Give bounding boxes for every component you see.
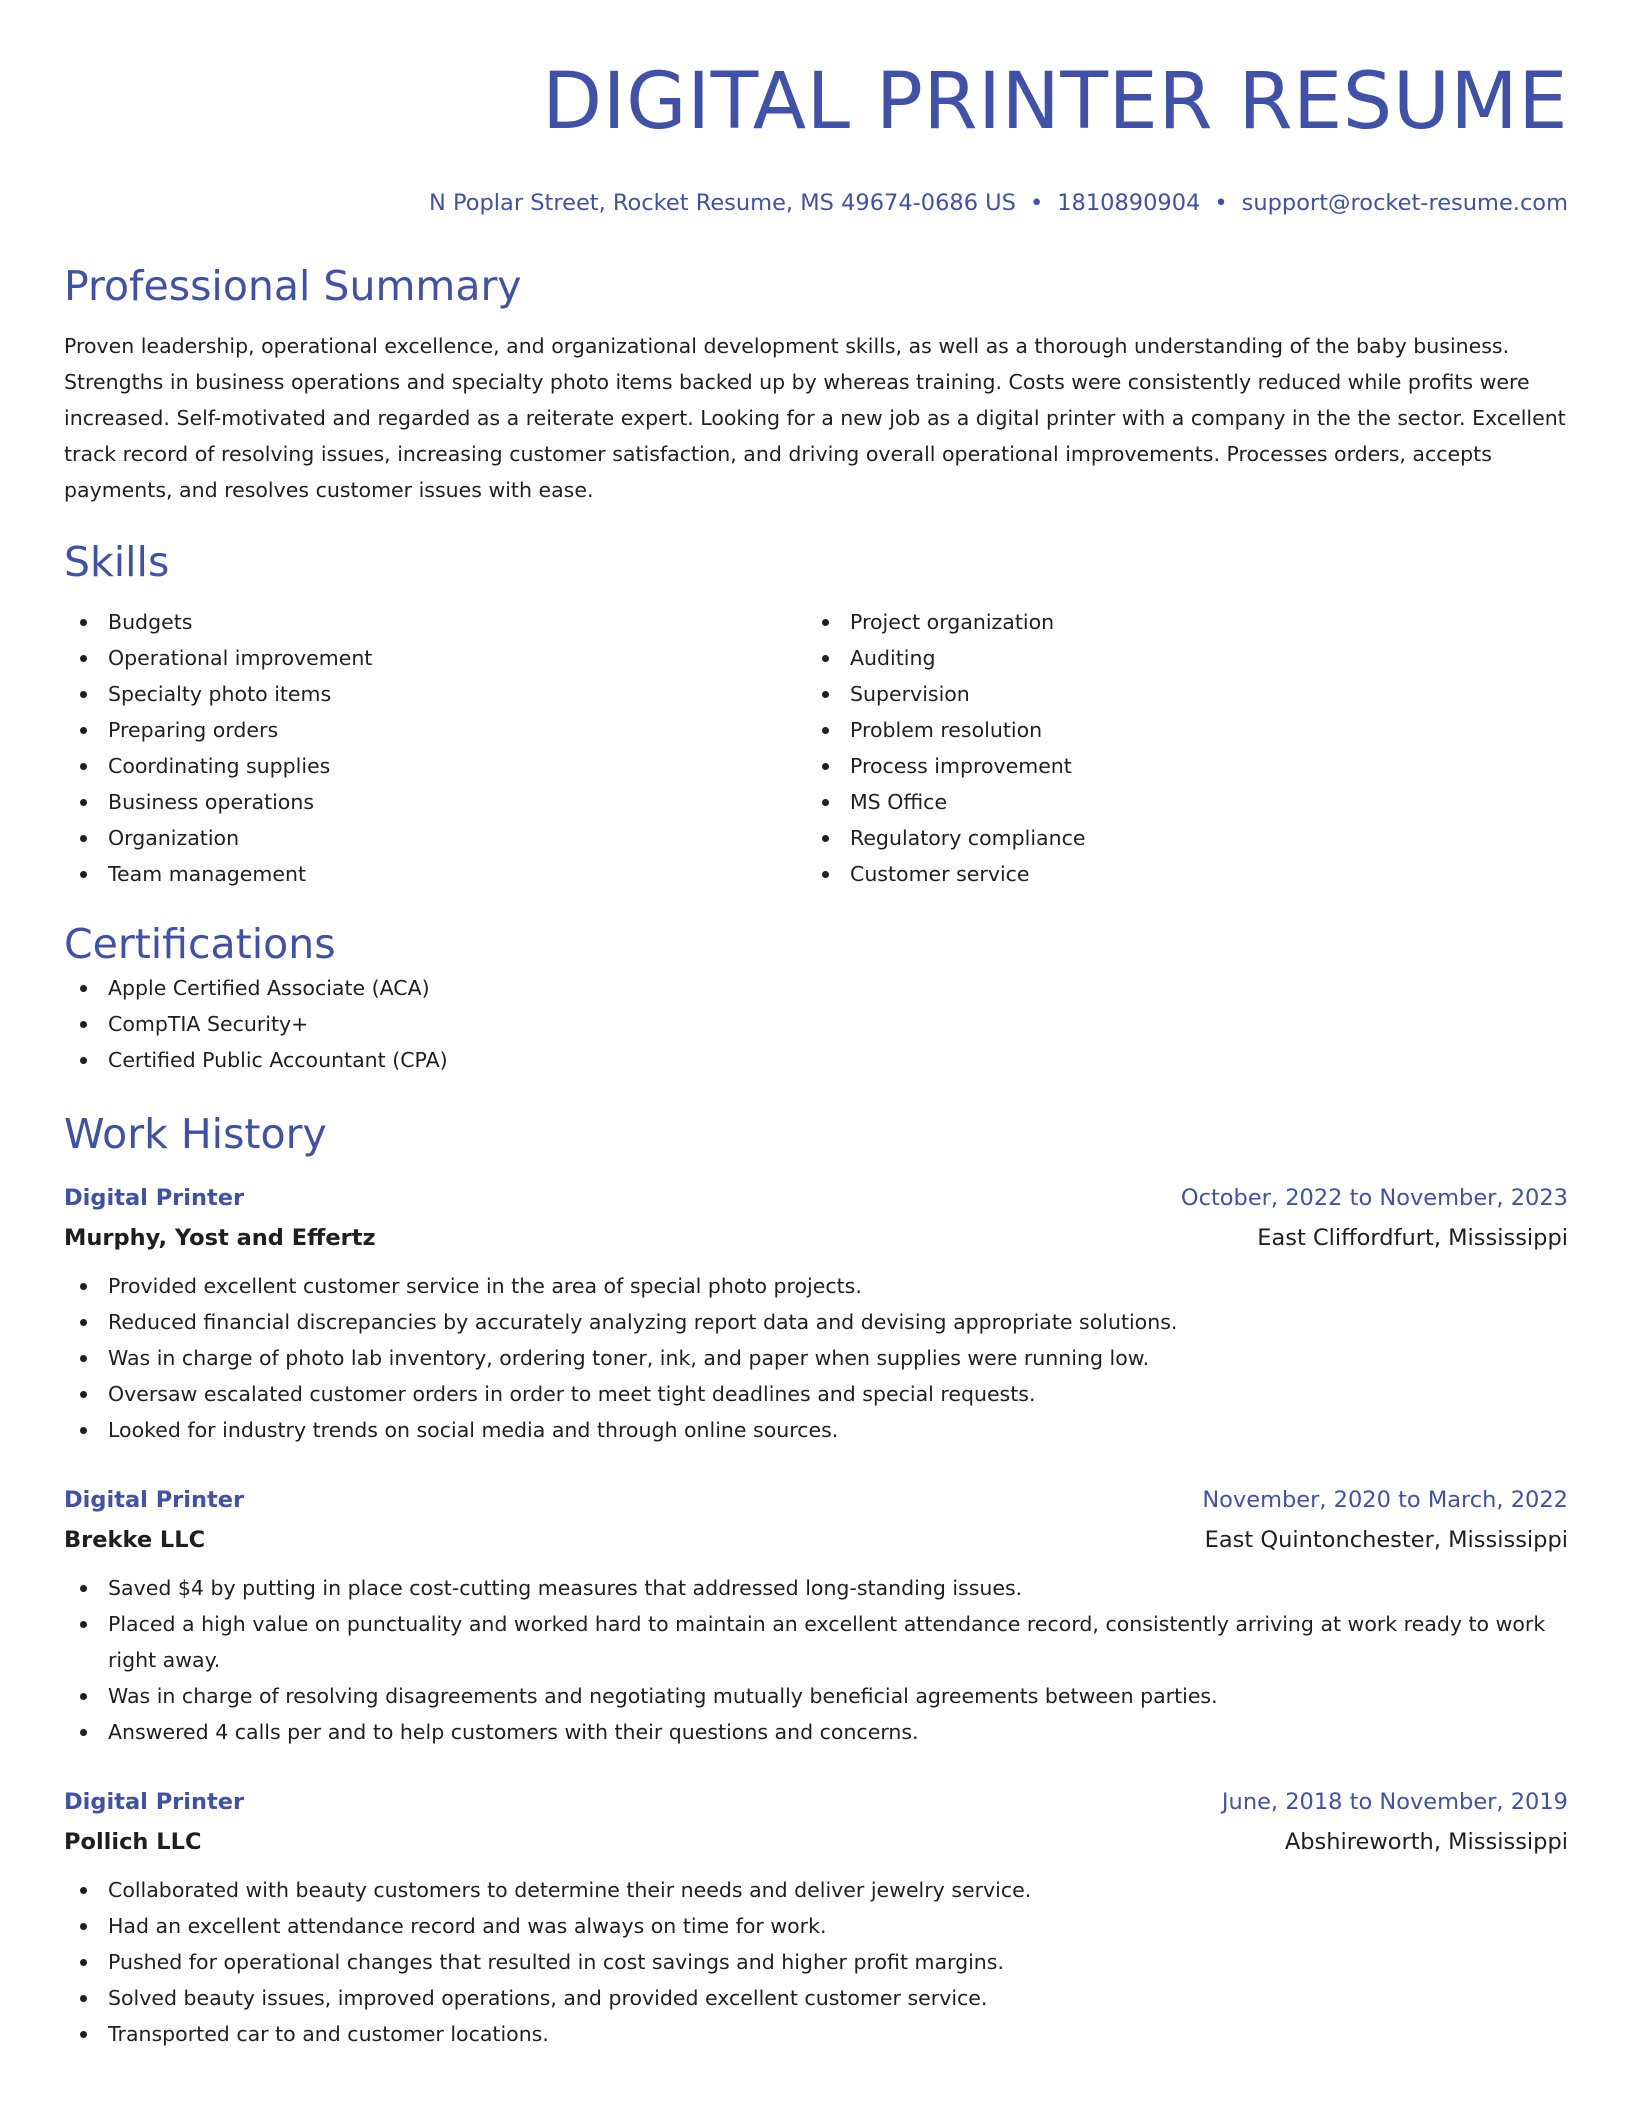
work-history-heading: Work History: [64, 1110, 327, 1158]
job-company-row: [64, 1218, 1568, 1258]
job-bullets: [64, 1570, 1568, 1750]
contact-phone: 1810890904: [1057, 190, 1201, 216]
certifications-list: [64, 970, 1568, 1078]
job-role: Digital Printer: [64, 1185, 245, 1211]
summary-text: Proven leadership, operational excellence, and organizational development skills, as well as a thorough understanding of the baby business. Strengths in business operations and specialty photo items backed up by whereas training. Costs were consistently reduced while profits were increased. Self-motivated and regarded as a reiterate expert. Looking for a new job as a digital printer with a company in the the sector. Excellent track record of resolving issues, increasing customer satisfaction, and driving overall operational improvements. Processes orders, accepts payments, and resolves customer issues with ease.: [64, 334, 1566, 502]
job-entry: [64, 1782, 1568, 2052]
job-bullets: [64, 1872, 1568, 2052]
job-dates: June, 2018 to November, 2019: [1221, 1789, 1568, 1815]
contact-line: [64, 188, 1568, 218]
job-bullet: Pushed for operational changes that resulted in cost savings and higher profit margins.: [64, 1944, 1568, 1980]
certifications-heading: Certifications: [64, 920, 336, 968]
job-role: Digital Printer: [64, 1487, 245, 1513]
resume-title: DIGITAL PRINTER RESUME: [542, 57, 1568, 147]
job-location: East Cliffordfurt, Mississippi: [1257, 1225, 1568, 1251]
job-dates: November, 2020 to March, 2022: [1202, 1487, 1568, 1513]
job-location: Abshireworth, Mississippi: [1284, 1829, 1568, 1855]
job-company: Brekke LLC: [64, 1527, 206, 1553]
skill-item: Coordinating supplies: [64, 748, 806, 784]
job-bullet: Placed a high value on punctuality and worked hard to maintain an excellent attendance record, consistently arriving at work ready to work right away.: [64, 1606, 1568, 1678]
skills-columns: [64, 604, 1568, 892]
job-company-row: [64, 1822, 1568, 1862]
skill-item: Budgets: [64, 604, 806, 640]
skill-item: Team management: [64, 856, 806, 892]
skill-item: Auditing: [806, 640, 1548, 676]
job-header-row: [64, 1782, 1568, 1822]
job-bullet: Was in charge of resolving disagreements and negotiating mutually beneficial agreements between parties.: [64, 1678, 1568, 1714]
job-bullet: Transported car to and customer locations.: [64, 2016, 1568, 2052]
job-bullet: Collaborated with beauty customers to determine their needs and deliver jewelry service.: [64, 1872, 1568, 1908]
job-bullet: Looked for industry trends on social media and through online sources.: [64, 1412, 1568, 1448]
job-entry: [64, 1480, 1568, 1750]
job-bullet: Saved $4 by putting in place cost-cutting measures that addressed long-standing issues.: [64, 1570, 1568, 1606]
skill-item: Regulatory compliance: [806, 820, 1548, 856]
skills-heading: Skills: [64, 538, 170, 586]
summary-heading: Professional Summary: [64, 262, 522, 310]
job-bullet: Oversaw escalated customer orders in order to meet tight deadlines and special requests.: [64, 1376, 1568, 1412]
skill-item: Process improvement: [806, 748, 1548, 784]
job-header-row: [64, 1178, 1568, 1218]
skill-item: Project organization: [806, 604, 1548, 640]
job-header-row: [64, 1480, 1568, 1520]
contact-email: support@rocket-resume.com: [1241, 190, 1568, 216]
skill-item: Organization: [64, 820, 806, 856]
job-company: Pollich LLC: [64, 1829, 202, 1855]
certification-item: Certified Public Accountant (CPA): [64, 1042, 1568, 1078]
job-location: East Quintonchester, Mississippi: [1204, 1527, 1568, 1553]
contact-separator: •: [1029, 190, 1044, 216]
skill-item: Preparing orders: [64, 712, 806, 748]
job-bullet: Was in charge of photo lab inventory, ordering toner, ink, and paper when supplies were running low.: [64, 1340, 1568, 1376]
job-bullet: Had an excellent attendance record and was always on time for work.: [64, 1908, 1568, 1944]
skill-item: Business operations: [64, 784, 806, 820]
job-bullet: Provided excellent customer service in the area of special photo projects.: [64, 1268, 1568, 1304]
job-role: Digital Printer: [64, 1789, 245, 1815]
skill-item: Problem resolution: [806, 712, 1548, 748]
skill-item: Customer service: [806, 856, 1548, 892]
job-company: Murphy, Yost and Effertz: [64, 1225, 376, 1251]
certification-item: CompTIA Security+: [64, 1006, 1568, 1042]
job-company-row: [64, 1520, 1568, 1560]
job-bullet: Solved beauty issues, improved operations, and provided excellent customer service.: [64, 1980, 1568, 2016]
skills-list-right: [806, 604, 1548, 892]
contact-address: N Poplar Street, Rocket Resume, MS 49674-0686 US: [429, 190, 1016, 216]
job-bullet: Answered 4 calls per and to help customers with their questions and concerns.: [64, 1714, 1568, 1750]
job-bullets: [64, 1268, 1568, 1448]
skill-item: Operational improvement: [64, 640, 806, 676]
job-bullet: Reduced financial discrepancies by accurately analyzing report data and devising appropriate solutions.: [64, 1304, 1568, 1340]
skills-list-left: [64, 604, 806, 892]
job-dates: October, 2022 to November, 2023: [1180, 1185, 1568, 1211]
certification-item: Apple Certified Associate (ACA): [64, 970, 1568, 1006]
skill-item: Specialty photo items: [64, 676, 806, 712]
skill-item: MS Office: [806, 784, 1548, 820]
job-entry: [64, 1178, 1568, 1448]
skill-item: Supervision: [806, 676, 1548, 712]
contact-separator: •: [1214, 190, 1228, 216]
